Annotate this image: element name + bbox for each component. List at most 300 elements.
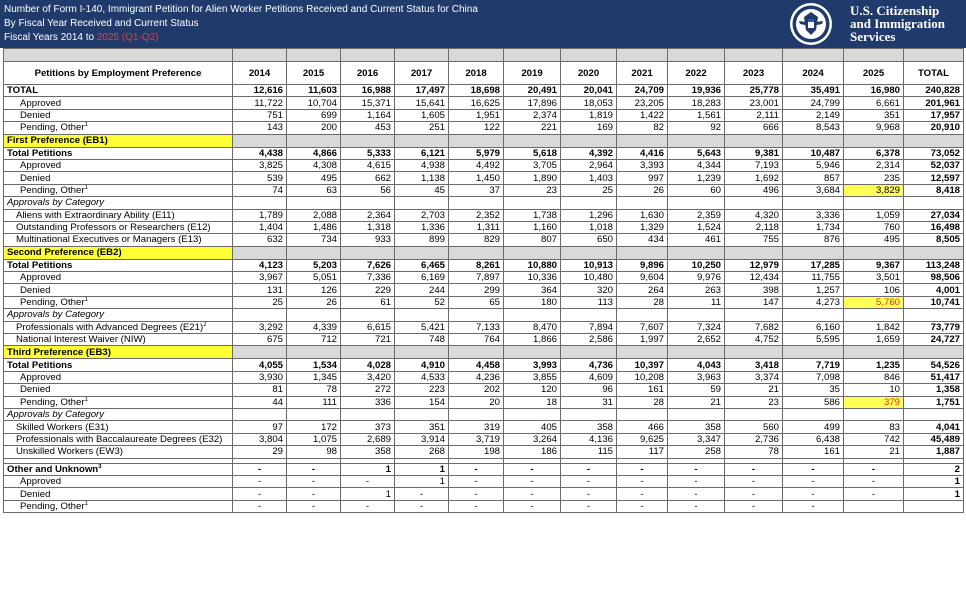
value-cell: 202 <box>449 384 504 396</box>
value-cell: 60 <box>668 184 725 196</box>
row-label-text: Denied <box>20 384 51 396</box>
category-empty-cell <box>395 309 449 321</box>
value-cell: 10,336 <box>504 272 561 284</box>
section-fill-cell <box>233 246 287 259</box>
value-cell: 495 <box>844 234 904 246</box>
value-cell: - <box>395 488 449 500</box>
value-cell: 7,894 <box>561 321 617 333</box>
value-cell: 61 <box>341 296 395 308</box>
section-fill-cell <box>449 346 504 359</box>
value-cell: 662 <box>341 172 395 184</box>
value-cell: 1,997 <box>617 334 668 346</box>
total-cell: 24,727 <box>904 334 964 346</box>
value-cell: 18,698 <box>449 85 504 97</box>
column-header-row <box>4 62 964 85</box>
value-cell: 933 <box>341 234 395 246</box>
category-empty-cell <box>783 408 844 420</box>
row-label <box>4 446 233 458</box>
total-cell: 8,505 <box>904 234 964 246</box>
value-cell: 4,028 <box>341 359 395 371</box>
value-cell: 7,324 <box>668 321 725 333</box>
value-cell: - <box>783 488 844 500</box>
footnote-marker: 3 <box>98 463 102 470</box>
value-cell: 5,051 <box>287 272 341 284</box>
value-cell: 320 <box>561 284 617 296</box>
value-cell: 4,344 <box>668 159 725 171</box>
row-label-text: Outstanding Professors or Researchers (E12) <box>16 222 211 234</box>
value-cell: 35 <box>783 384 844 396</box>
value-cell: 117 <box>617 446 668 458</box>
section-title: Third Preference (EB3) <box>4 346 233 359</box>
value-cell: 7,336 <box>341 272 395 284</box>
row-label <box>4 85 233 97</box>
value-cell: 23,205 <box>617 97 668 109</box>
agency-line-2: and Immigration <box>850 16 945 31</box>
row-label-text: Approved <box>20 372 62 383</box>
value-cell: 1,734 <box>783 221 844 233</box>
total-cell: 4,001 <box>904 284 964 296</box>
row-label <box>4 184 233 196</box>
value-cell: 12,434 <box>725 272 783 284</box>
value-cell: 3,292 <box>233 321 287 333</box>
row-label-text: Denied <box>20 172 51 184</box>
value-cell: 7,626 <box>341 259 395 271</box>
value-cell: 147 <box>725 296 783 308</box>
row-label <box>4 321 233 333</box>
value-cell: 4,308 <box>287 159 341 171</box>
category-empty-cell <box>668 408 725 420</box>
value-cell: 2,364 <box>341 209 395 221</box>
value-cell: 398 <box>725 284 783 296</box>
table-row <box>4 321 964 333</box>
value-cell: 1 <box>395 475 449 487</box>
value-cell: 1,404 <box>233 221 287 233</box>
table-row <box>4 272 964 284</box>
value-cell: 23 <box>725 396 783 408</box>
value-cell: 31 <box>561 396 617 408</box>
value-cell: 11,722 <box>233 97 287 109</box>
value-cell: 111 <box>287 396 341 408</box>
total-cell <box>904 500 964 512</box>
value-cell: 180 <box>504 296 561 308</box>
value-cell: 1,842 <box>844 321 904 333</box>
section-fill-cell <box>287 346 341 359</box>
value-cell: 115 <box>561 446 617 458</box>
value-cell: 734 <box>287 234 341 246</box>
category-empty-cell <box>668 197 725 209</box>
value-cell: - <box>341 500 395 512</box>
value-cell: 97 <box>233 421 287 433</box>
value-cell: - <box>844 463 904 475</box>
table-row <box>4 184 964 196</box>
header-spacer-cell <box>233 49 287 62</box>
value-cell: 1,235 <box>844 359 904 371</box>
value-cell: - <box>287 500 341 512</box>
value-cell: 6,169 <box>395 272 449 284</box>
value-cell: 263 <box>668 284 725 296</box>
column-header-year: TOTAL <box>904 62 964 85</box>
value-cell: 10,208 <box>617 371 668 383</box>
value-cell: 56 <box>341 184 395 196</box>
category-title: Approvals by Category <box>4 408 233 420</box>
value-cell: 4,910 <box>395 359 449 371</box>
value-cell: 9,367 <box>844 259 904 271</box>
value-cell: 3,930 <box>233 371 287 383</box>
value-cell: 6,378 <box>844 147 904 159</box>
column-header-year: 2014 <box>233 62 287 85</box>
value-cell: 2,689 <box>341 433 395 445</box>
value-cell: 351 <box>395 421 449 433</box>
header-spacer-cell <box>783 49 844 62</box>
value-cell: 807 <box>504 234 561 246</box>
value-cell: 10 <box>844 384 904 396</box>
value-cell: 3,829 <box>844 184 904 196</box>
value-cell: 15,641 <box>395 97 449 109</box>
section-fill-cell <box>561 134 617 147</box>
category-empty-cell <box>341 197 395 209</box>
row-label <box>4 421 233 433</box>
value-cell: 3,967 <box>233 272 287 284</box>
table-row <box>4 97 964 109</box>
column-header-year: 2018 <box>449 62 504 85</box>
table-row <box>4 85 964 97</box>
section-fill-cell <box>617 346 668 359</box>
value-cell: - <box>449 500 504 512</box>
value-cell: 18 <box>504 396 561 408</box>
category-empty-cell <box>617 309 668 321</box>
value-cell: 1,138 <box>395 172 449 184</box>
value-cell: 699 <box>287 109 341 121</box>
column-header-year: 2024 <box>783 62 844 85</box>
value-cell: 258 <box>668 446 725 458</box>
section-fill-cell <box>233 346 287 359</box>
category-header-row <box>4 309 964 321</box>
value-cell: 52 <box>395 296 449 308</box>
row-label <box>4 159 233 171</box>
value-cell: 2,314 <box>844 159 904 171</box>
value-cell: 3,963 <box>668 371 725 383</box>
value-cell: 3,804 <box>233 433 287 445</box>
table-row <box>4 359 964 371</box>
footnote-marker: 1 <box>84 500 88 507</box>
category-empty-cell <box>449 197 504 209</box>
value-cell: 5,760 <box>844 296 904 308</box>
value-cell: 1,951 <box>449 109 504 121</box>
value-cell: 997 <box>617 172 668 184</box>
value-cell: 364 <box>504 284 561 296</box>
value-cell: 63 <box>287 184 341 196</box>
row-label <box>4 475 233 487</box>
report-header <box>0 0 966 48</box>
value-cell: 1,524 <box>668 221 725 233</box>
header-spacer-row <box>4 49 964 62</box>
value-cell: 8,543 <box>783 122 844 134</box>
value-cell: 10,487 <box>783 147 844 159</box>
table-row <box>4 463 964 475</box>
total-cell: 113,248 <box>904 259 964 271</box>
value-cell: - <box>668 500 725 512</box>
value-cell: 2,703 <box>395 209 449 221</box>
value-cell: - <box>561 500 617 512</box>
header-spacer-cell <box>395 49 449 62</box>
value-cell: 3,914 <box>395 433 449 445</box>
category-empty-cell <box>617 408 668 420</box>
total-cell: 1,358 <box>904 384 964 396</box>
value-cell: 9,625 <box>617 433 668 445</box>
value-cell: - <box>504 488 561 500</box>
value-cell: 29 <box>233 446 287 458</box>
total-cell: 45,489 <box>904 433 964 445</box>
header-spacer-cell <box>504 49 561 62</box>
value-cell: 1,534 <box>287 359 341 371</box>
value-cell: - <box>783 463 844 475</box>
value-cell: 3,501 <box>844 272 904 284</box>
category-empty-cell <box>844 408 904 420</box>
category-empty-cell <box>504 197 561 209</box>
value-cell: 5,203 <box>287 259 341 271</box>
value-cell: 2,149 <box>783 109 844 121</box>
row-label-text: Pending, Other <box>20 500 85 512</box>
table-row <box>4 172 964 184</box>
value-cell: - <box>617 488 668 500</box>
value-cell: 379 <box>844 396 904 408</box>
value-cell: 23,001 <box>725 97 783 109</box>
value-cell: 4,938 <box>395 159 449 171</box>
table-row <box>4 396 964 408</box>
value-cell: - <box>725 488 783 500</box>
report-subtitle: By Fiscal Year Received and Current Status <box>4 18 199 29</box>
category-empty-cell <box>668 309 725 321</box>
row-label <box>4 384 233 396</box>
section-fill-cell <box>783 134 844 147</box>
value-cell: 2,374 <box>504 109 561 121</box>
value-cell: 7,133 <box>449 321 504 333</box>
value-cell: 268 <box>395 446 449 458</box>
row-label <box>4 284 233 296</box>
row-label <box>4 147 233 159</box>
value-cell: 1,819 <box>561 109 617 121</box>
value-cell: - <box>561 463 617 475</box>
total-cell: 1,751 <box>904 396 964 408</box>
value-cell: 650 <box>561 234 617 246</box>
row-label <box>4 259 233 271</box>
value-cell: 1,164 <box>341 109 395 121</box>
table-row <box>4 500 964 512</box>
category-empty-cell <box>395 408 449 420</box>
footnote-marker: 2 <box>203 321 207 328</box>
section-fill-cell <box>504 134 561 147</box>
value-cell: 21 <box>725 384 783 396</box>
category-empty-cell <box>287 197 341 209</box>
value-cell: 264 <box>617 284 668 296</box>
value-cell: 169 <box>561 122 617 134</box>
value-cell: 5,333 <box>341 147 395 159</box>
section-fill-cell <box>725 346 783 359</box>
row-label-text: Total Petitions <box>7 259 73 271</box>
value-cell: 235 <box>844 172 904 184</box>
value-cell: 3,393 <box>617 159 668 171</box>
value-cell: - <box>844 475 904 487</box>
category-empty-cell <box>341 309 395 321</box>
value-cell: 742 <box>844 433 904 445</box>
value-cell: 1 <box>341 488 395 500</box>
column-header-year: 2019 <box>504 62 561 85</box>
row-label <box>4 296 233 308</box>
value-cell: 1,450 <box>449 172 504 184</box>
total-cell: 52,037 <box>904 159 964 171</box>
value-cell: 560 <box>725 421 783 433</box>
value-cell: 2,359 <box>668 209 725 221</box>
value-cell: 1 <box>341 463 395 475</box>
row-label-text: Denied <box>20 109 51 121</box>
section-fill-cell <box>904 346 964 359</box>
total-cell: 1 <box>904 475 964 487</box>
section-fill-cell <box>341 346 395 359</box>
value-cell: 675 <box>233 334 287 346</box>
column-header-year: 2015 <box>287 62 341 85</box>
value-cell: - <box>783 475 844 487</box>
value-cell: 1,422 <box>617 109 668 121</box>
column-header-year: 2016 <box>341 62 395 85</box>
value-cell: 161 <box>783 446 844 458</box>
value-cell: 2,111 <box>725 109 783 121</box>
value-cell: 23 <box>504 184 561 196</box>
value-cell: - <box>668 475 725 487</box>
value-cell: - <box>725 500 783 512</box>
value-cell: 666 <box>725 122 783 134</box>
category-empty-cell <box>844 197 904 209</box>
row-label-text: National Interest Waiver (NIW) <box>16 334 146 346</box>
value-cell: - <box>617 475 668 487</box>
value-cell: 632 <box>233 234 287 246</box>
value-cell: 11 <box>668 296 725 308</box>
value-cell: 496 <box>725 184 783 196</box>
value-cell: 499 <box>783 421 844 433</box>
value-cell: 5,979 <box>449 147 504 159</box>
row-label-text: Pending, Other <box>20 122 85 134</box>
value-cell: - <box>449 475 504 487</box>
value-cell: 106 <box>844 284 904 296</box>
value-cell: 2,652 <box>668 334 725 346</box>
value-cell: - <box>668 463 725 475</box>
value-cell: 10,250 <box>668 259 725 271</box>
value-cell: 721 <box>341 334 395 346</box>
value-cell: 461 <box>668 234 725 246</box>
total-cell: 73,052 <box>904 147 964 159</box>
value-cell: 15,371 <box>341 97 395 109</box>
value-cell: 299 <box>449 284 504 296</box>
value-cell: - <box>725 475 783 487</box>
value-cell: 1,018 <box>561 221 617 233</box>
value-cell: 143 <box>233 122 287 134</box>
value-cell: 829 <box>449 234 504 246</box>
value-cell: 2,088 <box>287 209 341 221</box>
section-title: Second Preference (EB2) <box>4 246 233 259</box>
value-cell: 358 <box>668 421 725 433</box>
category-empty-cell <box>904 197 964 209</box>
value-cell: 4,043 <box>668 359 725 371</box>
value-cell: 2,964 <box>561 159 617 171</box>
value-cell: 7,719 <box>783 359 844 371</box>
row-label-text: Approved <box>20 160 62 172</box>
value-cell: - <box>504 463 561 475</box>
section-fill-cell <box>783 246 844 259</box>
category-empty-cell <box>341 408 395 420</box>
value-cell: 74 <box>233 184 287 196</box>
row-label <box>4 234 233 246</box>
header-spacer-cell <box>341 49 395 62</box>
value-cell: 65 <box>449 296 504 308</box>
footnote-marker: 1 <box>84 296 88 303</box>
row-label-text: Denied <box>20 284 51 296</box>
value-cell: 5,421 <box>395 321 449 333</box>
value-cell: 3,719 <box>449 433 504 445</box>
table-row <box>4 159 964 171</box>
value-cell: 12,616 <box>233 85 287 97</box>
header-spacer-cell <box>844 49 904 62</box>
value-cell: 4,458 <box>449 359 504 371</box>
value-cell: - <box>233 463 287 475</box>
total-cell: 54,526 <box>904 359 964 371</box>
value-cell: - <box>504 475 561 487</box>
value-cell: 3,855 <box>504 371 561 383</box>
value-cell: 9,604 <box>617 272 668 284</box>
value-cell: 5,643 <box>668 147 725 159</box>
value-cell: 4,273 <box>783 296 844 308</box>
value-cell: 4,416 <box>617 147 668 159</box>
row-label <box>4 122 233 134</box>
row-label-text: Professionals with Baccalaureate Degrees (E32) <box>16 433 223 445</box>
total-cell: 240,828 <box>904 85 964 97</box>
value-cell: 373 <box>341 421 395 433</box>
value-cell: - <box>233 488 287 500</box>
value-cell: 3,993 <box>504 359 561 371</box>
value-cell: 8,261 <box>449 259 504 271</box>
value-cell: 1,257 <box>783 284 844 296</box>
value-cell: - <box>783 500 844 512</box>
section-fill-cell <box>668 346 725 359</box>
table-row <box>4 371 964 383</box>
total-cell: 10,741 <box>904 296 964 308</box>
category-empty-cell <box>561 309 617 321</box>
value-cell: 4,736 <box>561 359 617 371</box>
value-cell: 5,946 <box>783 159 844 171</box>
value-cell: 44 <box>233 396 287 408</box>
table-row <box>4 147 964 159</box>
value-cell: 9,896 <box>617 259 668 271</box>
value-cell: - <box>233 500 287 512</box>
value-cell: 4,123 <box>233 259 287 271</box>
table-row <box>4 209 964 221</box>
value-cell: 25 <box>561 184 617 196</box>
value-cell: 1,738 <box>504 209 561 221</box>
value-cell: 405 <box>504 421 561 433</box>
section-fill-cell <box>561 346 617 359</box>
footnote-marker: 1 <box>84 396 88 403</box>
value-cell: 28 <box>617 296 668 308</box>
section-fill-cell <box>844 346 904 359</box>
value-cell: 1,160 <box>504 221 561 233</box>
section-fill-cell <box>341 134 395 147</box>
section-fill-cell <box>449 134 504 147</box>
category-empty-cell <box>561 408 617 420</box>
value-cell: 25,778 <box>725 85 783 97</box>
category-empty-cell <box>395 197 449 209</box>
row-label-text: Denied <box>20 488 51 500</box>
header-spacer-cell <box>561 49 617 62</box>
value-cell: 6,465 <box>395 259 449 271</box>
value-cell: 186 <box>504 446 561 458</box>
